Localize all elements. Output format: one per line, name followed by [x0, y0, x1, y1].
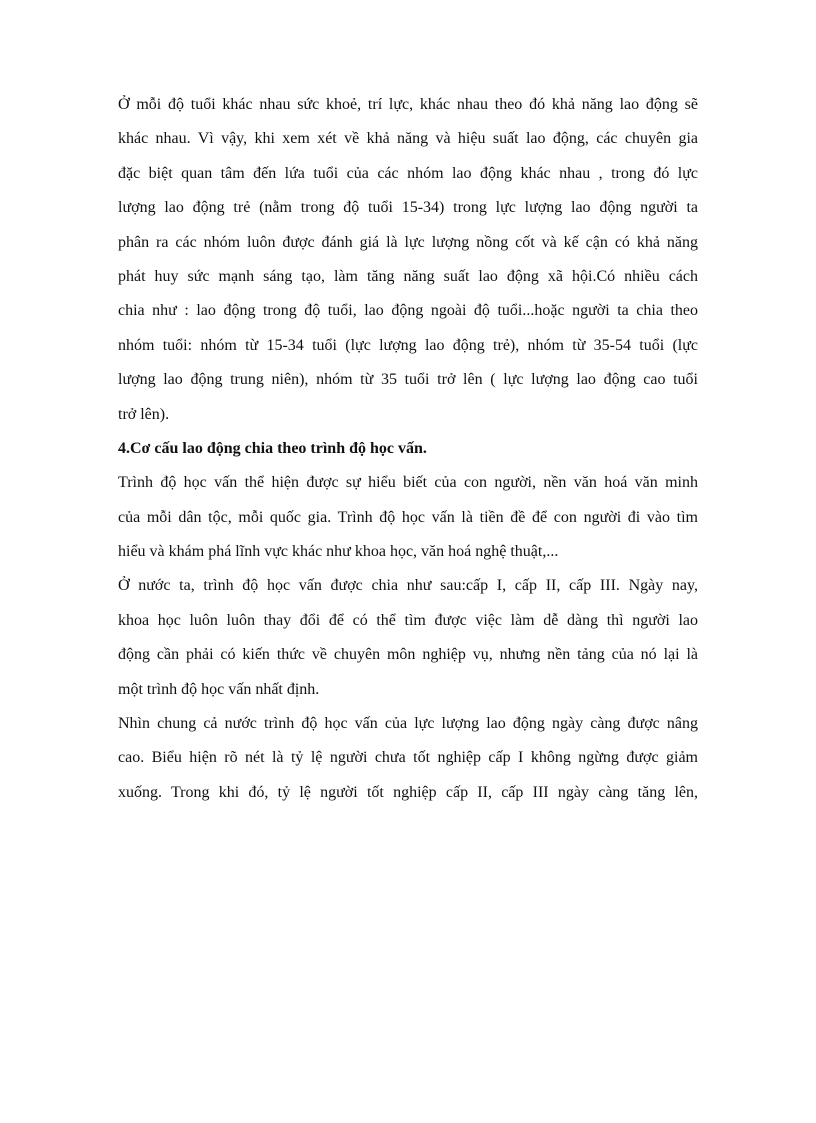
paragraph1-line-3: đặc biệt quan tâm đến lứa tuổi của các nhóm lao động khác nhau , trong đó lực	[118, 164, 698, 182]
paragraph3-line-2: khoa học luôn luôn thay đổi để có thể tìm được việc làm dễ dàng thì người lao	[118, 611, 698, 629]
paragraph1-line-2: khác nhau. Vì vậy, khi xem xét về khả năng và hiệu suất lao động, các chuyên gia	[118, 130, 698, 148]
paragraph1-line-9: lượng lao động trung niên), nhóm từ 35 tuổi trở lên ( lực lượng lao động cao tuổi	[118, 371, 698, 389]
paragraph2-line-1: Trình độ học vấn thể hiện được sự hiểu biết của con người, nền văn hoá văn minh	[118, 474, 698, 492]
paragraph1-line-1: Ở mỗi độ tuổi khác nhau sức khoẻ, trí lực, khác nhau theo đó khả năng lao động sẽ	[118, 96, 698, 113]
document-page	[118, 88, 698, 810]
paragraph4-line-3: xuống. Trong khi đó, tỷ lệ người tốt nghiệp cấp II, cấp III ngày càng tăng lên,	[118, 783, 698, 801]
paragraph1-line-10: trở lên).	[118, 405, 170, 423]
paragraph1-line-4: lượng lao động trẻ (nằm trong độ tuổi 15-34) trong lực lượng lao động người ta	[118, 199, 698, 217]
paragraph3-line-4: một trình độ học vấn nhất định.	[118, 680, 320, 698]
paragraph2-line-2: của mỗi dân tộc, mỗi quốc gia. Trình độ học vấn là tiền đề để con người đi vào tìm	[118, 508, 698, 526]
section-heading: 4.Cơ cấu lao động chia theo trình độ học vấn.	[118, 439, 427, 457]
paragraph1-line-8: nhóm tuổi: nhóm từ 15-34 tuổi (lực lượng lao động trẻ), nhóm từ 35-54 tuổi (lực	[118, 336, 698, 354]
paragraph3-line-1: Ở nước ta, trình độ học vấn được chia như sau:cấp I, cấp II, cấp III. Ngày nay,	[118, 577, 698, 595]
paragraph1-line-7: chia như : lao động trong độ tuổi, lao động ngoài độ tuổi...hoặc người ta chia theo	[118, 302, 698, 320]
paragraph1-line-5: phân ra các nhóm luôn được đánh giá là lực lượng nồng cốt và kế cận có khả năng	[118, 233, 698, 251]
paragraph4-line-2: cao. Biểu hiện rõ nét là tỷ lệ người chưa tốt nghiệp cấp I không ngừng được giảm	[118, 749, 698, 767]
paragraph3-line-3: động cần phải có kiến thức về chuyên môn nghiệp vụ, nhưng nền tảng của nó lại là	[118, 646, 698, 664]
paragraph1-line-6: phát huy sức mạnh sáng tạo, làm tăng năng suất lao động xã hội.Có nhiều cách	[118, 267, 698, 285]
paragraph4-line-1: Nhìn chung cả nước trình độ học vấn của lực lượng lao động ngày càng được nâng	[118, 715, 698, 733]
paragraph2-line-3: hiểu và khám phá lĩnh vực khác như khoa học, văn hoá nghệ thuật,...	[118, 543, 559, 561]
